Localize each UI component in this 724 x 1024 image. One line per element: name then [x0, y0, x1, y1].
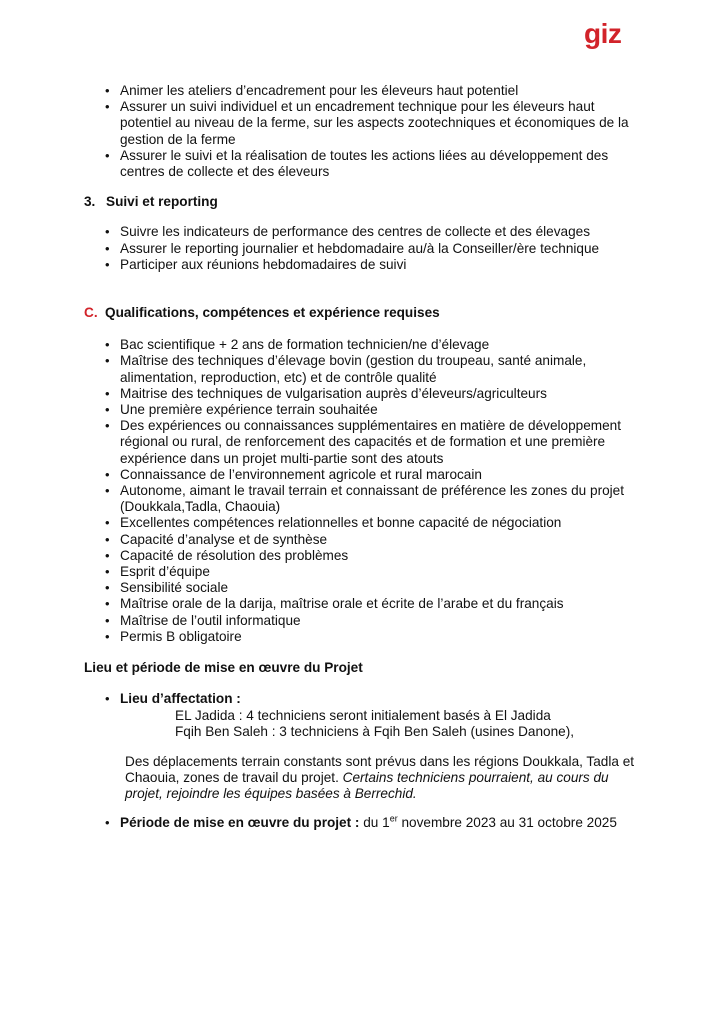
deplacements-paragraph — [84, 754, 644, 803]
list-item: • Maîtrise de l’outil informatique — [84, 613, 644, 629]
list-item: • Une première expérience terrain souhaitée — [84, 402, 644, 418]
list-item: • Sensibilité sociale — [84, 580, 644, 596]
list-item: • Autonome, aimant le travail terrain et connaissant de préférence les zones du projet (Doukkala,Tadla, Chaouia) — [84, 483, 644, 515]
section-3-number: 3. — [84, 194, 96, 210]
section-c-heading — [84, 305, 644, 321]
deplacements-text: Des déplacements terrain constants sont prévus dans les régions Doukkala, Tadla et Chaouia, zones de travail du projet. — [125, 753, 635, 786]
list-item: • Connaissance de l’environnement agricole et rural marocain — [84, 467, 644, 483]
periode-sup: er — [389, 812, 398, 823]
deplacements-italic: Certains techniciens pourraient, au cours du projet, rejoindre les équipes basées à Berrechid. — [125, 770, 609, 802]
list-item: • Maîtrise orale de la darija, maîtrise orale et écrite de l’arabe et du français — [84, 596, 644, 612]
list-item: • Animer les ateliers d’encadrement pour les éleveurs haut potentiel — [84, 83, 644, 99]
document-body — [84, 83, 644, 831]
section-lieu-list — [84, 691, 644, 707]
periode-label: Période de mise en œuvre du projet : — [120, 814, 360, 830]
list-item: • Assurer le suivi et la réalisation de toutes les actions liées au développement des centres de collecte et des éleveurs — [84, 148, 644, 180]
list-item: • Assurer le reporting journalier et hebdomadaire au/à la Conseiller/ère technique — [84, 241, 644, 257]
section-3-list — [84, 224, 644, 273]
list-item: • Bac scientifique + 2 ans de formation technicien/ne d’élevage — [84, 337, 644, 353]
list-item: • Permis B obligatoire — [84, 629, 644, 645]
affectation-label: Lieu d’affectation : — [120, 691, 241, 707]
section-lieu-heading: Lieu et période de mise en œuvre du Projet — [84, 660, 363, 676]
section-periode-list — [84, 812, 644, 831]
periode-start: du 1 — [363, 814, 390, 830]
list-item: • Maîtrise des techniques d’élevage bovin (gestion du troupeau, santé animale, alimentation, reproduction, etc) et de contrôle qualité — [84, 353, 644, 385]
affectation-line: EL Jadida : 4 techniciens seront initialement basés à El Jadida — [175, 707, 551, 723]
section-3-heading — [84, 194, 644, 210]
list-item: • Maitrise des techniques de vulgarisation auprès d’éleveurs/agriculteurs — [84, 386, 644, 402]
giz-logo: giz — [584, 18, 622, 49]
list-item: • Des expériences ou connaissances supplémentaires en matière de développement régional ou rural, de renforcement des capacités et de formation et une première expérience dans un projet multi-partie sont des atouts — [84, 418, 644, 467]
list-item: • Excellentes compétences relationnelles et bonne capacité de négociation — [84, 515, 644, 531]
affectation-line: Fqih Ben Saleh : 3 techniciens à Fqih Ben Saleh (usines Danone), — [175, 723, 574, 739]
periode-end: novembre 2023 au 31 octobre 2025 — [401, 814, 617, 830]
section-3-title: Suivi et reporting — [106, 194, 218, 210]
list-item: • Capacité d’analyse et de synthèse — [84, 532, 644, 548]
section-c-letter: C. — [84, 305, 98, 321]
section-c-title: Qualifications, compétences et expérience requises — [105, 305, 440, 321]
list-item: • Capacité de résolution des problèmes — [84, 548, 644, 564]
list-item: • Participer aux réunions hebdomadaires de suivi — [84, 257, 644, 273]
section-c-list — [84, 337, 644, 645]
list-item-periode — [84, 812, 644, 831]
list-item: • Suivre les indicateurs de performance des centres de collecte et des élevages — [84, 224, 644, 240]
list-item: • Esprit d’équipe — [84, 564, 644, 580]
list-item: • Assurer un suivi individuel et un encadrement technique pour les éleveurs haut potentiel au niveau de la ferme, sur les aspects zootechniques et économiques de la gestion de la ferme — [84, 99, 644, 148]
section-a-list — [84, 83, 644, 180]
list-item-affectation — [84, 691, 644, 707]
